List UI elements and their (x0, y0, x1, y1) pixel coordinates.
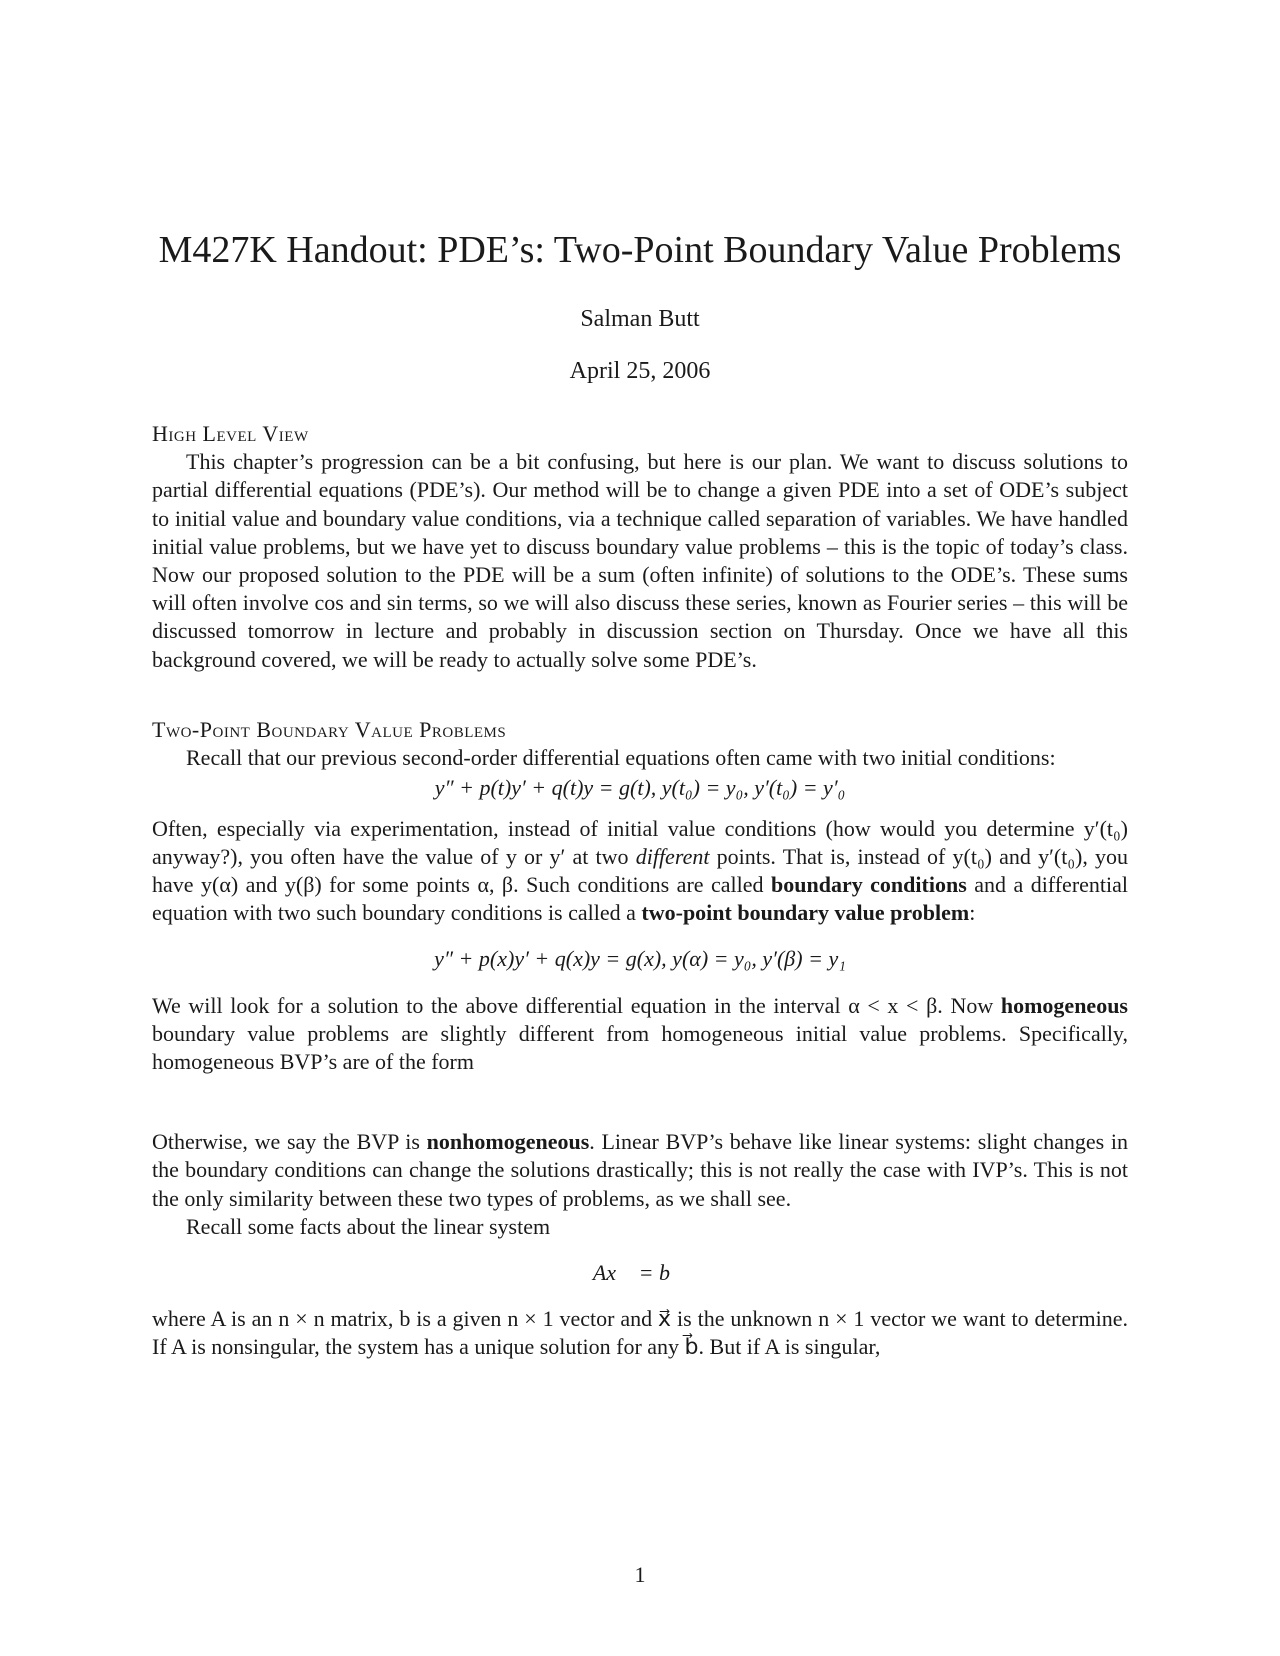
equation-linear-system: Ax⃗ = b⃗ (592, 1260, 688, 1286)
text-span: : (969, 900, 976, 926)
paragraph (152, 1128, 1128, 1213)
section-two-point-bvp (152, 716, 1128, 1362)
text-span: boundary value problems are slightly different from homogeneous initial value problems. Specifically, homogeneous BVP’s are of the form (152, 1020, 1128, 1075)
equation-ivp: y″ + p(t)y′ + q(t)y = g(t), y(t₀) = y₀, y′(t₀) = y′₀ (434, 775, 846, 801)
bold-term: boundary conditions (771, 872, 967, 898)
paragraph: Recall some facts about the linear system (186, 1213, 551, 1239)
page-number: 1 (634, 1562, 646, 1587)
paragraph: Recall that our previous second-order differential equations often came with two initial conditions: (186, 745, 1056, 771)
text-span: Otherwise, we say the BVP is (152, 1129, 427, 1155)
equation-bvp: y″ + p(x)y′ + q(x)y = g(x), y(α) = y₀, y′(β) = y₁ (434, 946, 846, 972)
bold-term: nonhomogeneous (426, 1129, 590, 1155)
section-heading: Two-Point Boundary Value Problems (152, 717, 507, 742)
paragraph (152, 815, 1128, 928)
document-date: April 25, 2006 (569, 358, 711, 384)
author-name: Salman Butt (580, 306, 700, 332)
emphasis-text: different (635, 843, 710, 869)
text-span: points. That is, instead of y(t₀) and y′(t₀), you have y(α) and y(β) for some points α, β. Such conditions are called (152, 843, 1128, 898)
paragraph: where A is an n × n matrix, b is a given n × 1 vector and x⃗ is the unknown n × 1 vector we want to determine. If A is nonsingular, the system has a unique solution for any b⃗. But if A is singular, (152, 1306, 1128, 1360)
text-span: and a differential equation with two such boundary conditions is called a (152, 872, 1129, 926)
section-heading: High Level View (152, 421, 309, 446)
text-span: Often, especially via experimentation, instead of initial value conditions (how would you determine y′(t₀) anyway?), you often have the value of y or y′ at two (152, 815, 1128, 869)
section-high-level-view (152, 420, 1128, 674)
document-title: M427K Handout: PDE’s: Two-Point Boundary Value Problems (158, 229, 1122, 271)
bold-term: homogeneous (1000, 992, 1128, 1018)
text-span: . Linear BVP’s behave like linear systems: slight changes in the boundary conditions can change the solutions drastically; this is not really the case with IVP’s. This is not the only similarity between these two types of problems, as we shall see. (152, 1129, 1128, 1211)
bold-term: two-point boundary value problem (641, 900, 970, 926)
paragraph: This chapter’s progression can be a bit confusing, but here is our plan. We want to discuss solutions to partial differential equations (PDE’s). Our method will be to change a given PDE into a set of ODE’s subject to initial value and boundary value conditions, via a technique called separation of variables. We have handled initial value problems, but we have yet to discuss boundary value problems – this is the topic of today’s class. Now our proposed solution to the PDE will be a sum (often infinite) of solutions to the ODE’s. These sums will often involve cos and sin terms, so we will also discuss these series, known as Fourier series – this will be discussed tomorrow in lecture and probably in discussion section on Thursday. Once we have all this background covered, we will be ready to actually solve some PDE’s. (152, 449, 1128, 672)
text-span: We will look for a solution to the above differential equation in the interval α < x < β. Now (152, 992, 1001, 1018)
paragraph (152, 992, 1128, 1077)
